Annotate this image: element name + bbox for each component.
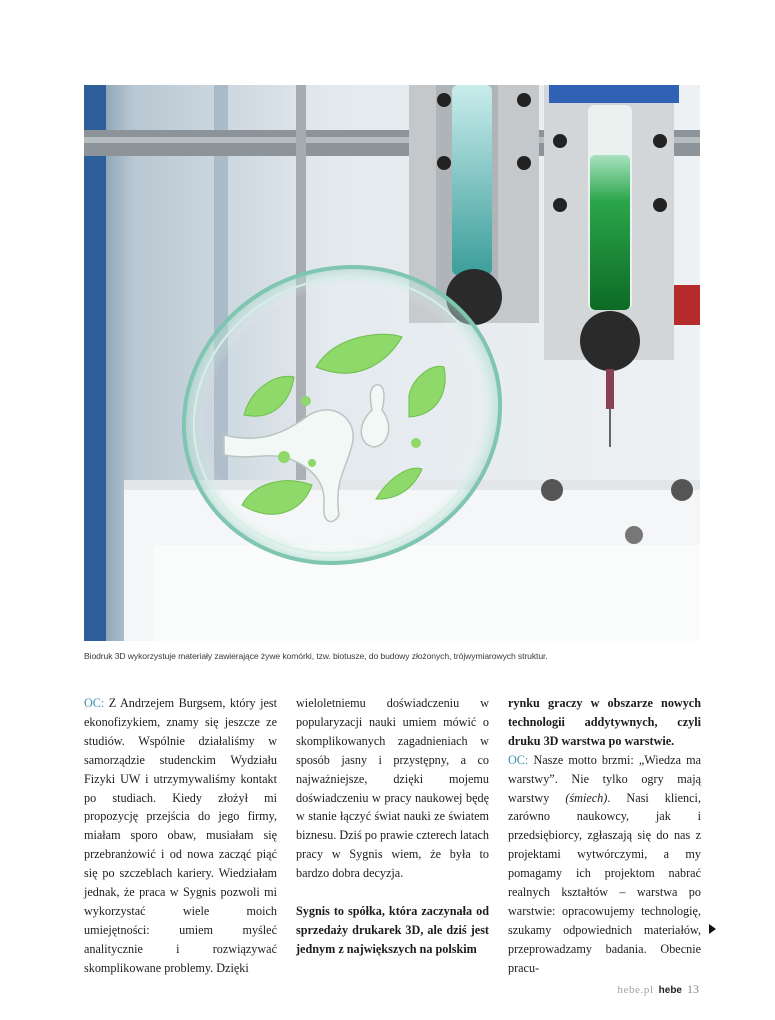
- paragraph-text: Nasze motto brzmi: „Wiedza ma warstwy”. Nie tylko ogry mają warstwy: [508, 752, 701, 805]
- page-number: 13: [687, 982, 699, 996]
- speaker-label: OC:: [508, 752, 529, 767]
- petri-dish-bioprinter-photo: [84, 85, 700, 641]
- footer-site: hebe.pl: [617, 984, 654, 996]
- answer-paragraph: [84, 694, 277, 978]
- answer-paragraph: [508, 751, 701, 978]
- italic-aside: (śmiech): [565, 790, 608, 805]
- interview-question: rynku graczy w obszarze nowych technologii addytywnych, czyli druku 3D warstwa po warstwie.: [508, 696, 701, 748]
- page-footer: [617, 982, 699, 997]
- speaker-label: OC:: [84, 696, 105, 710]
- article-column-2: [296, 694, 489, 959]
- article-column-3: [508, 694, 701, 978]
- paragraph-text: . Nasi klienci, zarówno naukowcy, jak i przedsiębiorcy, zgłaszają się do nas z projektami wytwórczymi, a my pomagamy ich projektom nabrać realnych kształtów – warstwa po warstwie: opracowujemy technologię, szukamy odpowiednich materiałów, przeprowadzamy badania. Obecnie pracu-: [508, 790, 701, 975]
- article-column-1: [84, 694, 277, 978]
- interview-question: Sygnis to spółka, która zaczynała od sprzedaży drukarek 3D, ale dziś jest jednym z największych na polskim: [296, 903, 489, 956]
- photo-caption: Biodruk 3D wykorzystuje materiały zawierające żywe komórki, tzw. biotusze, do budowy złożonych, trójwymiarowych struktur.: [84, 651, 548, 661]
- continue-arrow-icon: [709, 924, 716, 934]
- footer-brand: hebe: [658, 985, 682, 996]
- paragraph-text: wieloletniemu doświadczeniu w popularyzacji nauki umiem mówić o skomplikowanych zagadnieniach w sposób jasny i przystępny, a co najważniejsze, dzięki mojemu doświadczeniu w pracy naukowej będę w stanie łączyć świat nauki ze światem biznesu. Dziś po prawie czterech latach pracy w Sygnis wiem, że była to bardzo dobra decyzja.: [296, 696, 489, 881]
- article-photo: [84, 85, 700, 641]
- paragraph-text: Z Andrzejem Burgsem, który jest ekonofizykiem, znamy się jeszcze ze studiów. Wspólnie działaliśmy w samorządzie studenckim Wydziału Fizyki UW i utrzymywaliśmy kontakt po studiach. Kiedy złożył mi propozycję przejścia do jego firmy, miałam sporo obaw, musiałam się przebranżowić i od nowa zacząć piąć się po szczeblach kariery. Wiedziałam jednak, że praca w Sygnis pozwoli mi wykorzystać wiele moich umiejętności: umiem myśleć analitycznie i rozwiązywać skomplikowane problemy. Dzięki: [84, 696, 277, 975]
